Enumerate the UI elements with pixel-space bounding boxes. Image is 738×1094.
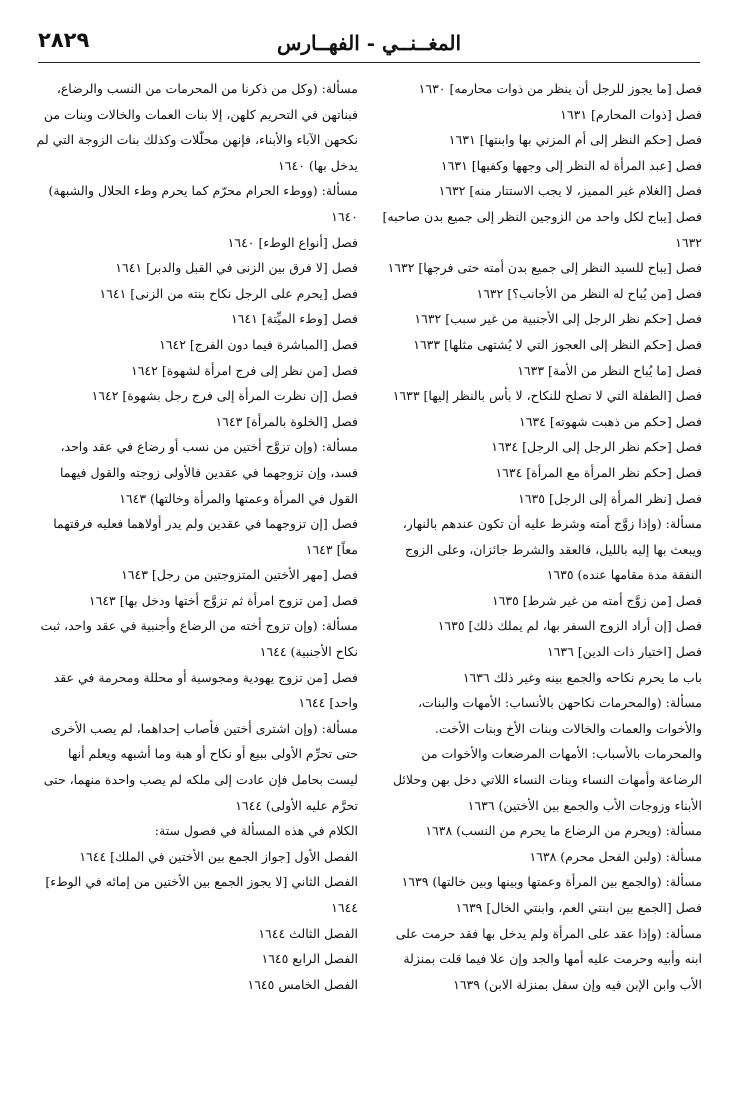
index-entry: مسألة: (ولبن الفحل محرم) ١٦٣٨ <box>529 848 702 864</box>
index-entry: فصل [إن أراد الزوج السفر بها، لم يملك ذلك] ١٦٣٥ <box>437 618 702 634</box>
index-entry: فصل [الغلام غير المميز، لا يجب الاستتار منه] ١٦٣٢ <box>438 183 702 199</box>
index-entry: الفصل الأول [جواز الجمع بين الأختين في الملك] ١٦٤٤ <box>79 848 358 864</box>
index-entry: فصل [إن نظرت المرأة إلى فرج رجل بشهوة] ١٦٤٢ <box>91 388 358 404</box>
index-entry: فصل [نظر المرأة إلى الرجل] ١٦٣٥ <box>518 490 702 506</box>
index-entry: فصل [من نظر إلى فرج امرأة لشهوة] ١٦٤٢ <box>130 362 358 378</box>
page-header <box>38 26 700 60</box>
index-entry: مسألة: (وإن تزوج أخته من الرضاع وأجنبية في عقد واحد، ثبت نكاح الأجنبية) ١٦٤٤ <box>40 618 358 660</box>
index-entry: فصل [إن تزوجهما في عقدين ولم يدر أولاهما فعليه فرقتهما معاً] ١٦٤٣ <box>53 516 358 557</box>
index-entry: فصل [وطء الميِّتة] ١٦٤١ <box>230 311 358 327</box>
index-entry: الفصل الثالث ١٦٤٤ <box>258 925 358 941</box>
index-entry: فصل [يحرم على الرجل نكاح بنته من الزنى] ١٦٤١ <box>99 285 358 301</box>
index-column-left <box>36 76 358 997</box>
index-entry: فصل [مهر الأختين المتزوجتين من رجل] ١٦٤٣ <box>121 567 358 583</box>
index-entry: مسألة: (وإن اشترى أختين فأصاب إحداهما، لم يصب الأخرى حتى تحرِّم الأولى ببيع أو نكاح أو هبة وما أشبهه ويعلم أنها ليست بحامل فإن عادت إلى ملكه لم يصب واحدة منهما، حتى تحرَّم عليه الأولى) ١٦٤٤ <box>43 720 358 813</box>
index-entry: فصل [الجمع بين ابنتي العم، وابنتي الخال] ١٦٣٩ <box>455 900 702 915</box>
index-entry: فصل [من زوَّج أمته من غير شرط] ١٦٣٥ <box>491 592 702 608</box>
index-entry: الفصل الخامس ١٦٤٥ <box>247 976 358 992</box>
index-entry: فصل [لا فرق بين الزنى في القبل والدبر] ١٦٤١ <box>115 260 358 276</box>
index-entry: الكلام في هذه المسألة في فصول ستة: <box>154 823 358 839</box>
index-entry: فصل [حكم النظر إلى أم المزني بها وابنتها] ١٦٣١ <box>448 132 702 148</box>
index-entry: باب ما يحرم نكاحه والجمع بينه وغير ذلك ١٦٣٦ <box>462 669 702 685</box>
index-entry: فصل [المباشرة فيما دون الفرج] ١٦٤٢ <box>159 336 358 352</box>
index-entry: مسألة: (والمحرمات نكاحهن بالأنساب: الأمهات والبنات، والأخوات والعمات والخالات وبنات الأخ وبنات الأخت. والمحرمات بالأسباب: الأمهات المرضعات والأخوات من الرضاعة وأمهات النساء وبنات النساء اللاتي دخل بهن وحلائل الأبناء وزوجات الأب والجمع بين الأختين) ١٦٣٦ <box>392 695 702 813</box>
index-entry: الفصل الثاني [لا يجوز الجمع بين الأختين من إمائه في الوطء] ١٦٤٤ <box>45 874 358 915</box>
index-entry: فصل [ما يُباح النظر من الأمة] ١٦٣٣ <box>517 362 702 378</box>
index-entry: فصل [حكم نظر المرأة مع المرأة] ١٦٣٤ <box>495 464 702 480</box>
index-entry: فصل [حكم نظر الرجل إلى الأجنبية من غير سبب] ١٦٣٢ <box>414 311 702 327</box>
index-entry: فصل [من تزوج امرأة ثم تزوَّج أختها ودخل بها] ١٦٤٣ <box>88 592 358 608</box>
index-entry: مسألة: (ويحرم من الرضاع ما يحرم من النسب) ١٦٣٨ <box>425 823 702 839</box>
index-entry: مسألة: (ووطء الحرام محرّم كما يحرم وطء الحلال والشبهة) ١٦٤٠ <box>48 183 358 224</box>
index-entry: مسألة: (والجمع بين المرأة وعمتها وبينها وبين خالتها) ١٦٣٩ <box>401 874 702 890</box>
index-entry: الفصل الرابع ١٦٤٥ <box>261 951 358 967</box>
index-entry: فصل [حكم النظر إلى العجوز التي لا يُشتهى مثلها] ١٦٣٣ <box>413 336 702 352</box>
index-entry: فصل [يباح للسيد النظر إلى جميع بدن أمته حتى فرجها] ١٦٣٢ <box>387 260 702 276</box>
header-rule <box>38 62 700 63</box>
index-entry: فصل [من تزوج يهودية ومجوسية أو محللة ومحرمة في عقد واحد] ١٦٤٤ <box>53 669 358 711</box>
index-entry: فصل [أنواع الوطء] ١٦٤٠ <box>227 234 358 250</box>
index-entry: مسألة: (وإذا عقد على المرأة ولم يدخل بها فقد حرمت على ابنه وأبيه وحرمت عليه أمها والجد وإن علا فيما قلت بمنزلة الأب وابن الإبن فيه وإن سفل بمنزلة الابن) ١٦٣٩ <box>395 925 702 992</box>
index-entry: فصل [حكم من ذهبت شهوته] ١٦٣٤ <box>519 413 702 429</box>
page-number: ٢٨٢٩ <box>38 28 90 52</box>
index-entry: مسألة: (وإذا زوَّج أمته وشرط عليه أن تكون عندهم بالنهار، ويبعث بها إليه بالليل، فالعقد والشرط جائزان، وعلى الزوج النفقة مدة مقامها عنده) ١٦٣٥ <box>402 516 702 583</box>
index-entry: فصل [يباح لكل واحد من الزوجين النظر إلى جميع بدن صاحبه] ١٦٣٢ <box>382 208 702 250</box>
index-entry: فصل [ما يجوز للرجل أن ينظر من ذوات محارمه] ١٦٣٠ <box>418 81 702 96</box>
index-entry: فصل [الطفلة التي لا تصلح للنكاح، لا بأس بالنظر إليها] ١٦٣٣ <box>392 388 702 404</box>
index-entry: فصل [ذوات المحارم] ١٦٣١ <box>560 106 702 122</box>
index-entry: فصل [حكم نظر الرجل إلى الرجل] ١٦٣٤ <box>491 439 702 455</box>
index-entry: فصل [اختيار ذات الدين] ١٦٣٦ <box>546 644 702 660</box>
index-entry: مسألة: (وكل من ذكرنا من المحرمات من النسب والرضاع، فبناتهن في التحريم كلهن، إلا بنات العمات والخالات وبنات من نكحهن الآباء والأبناء، فإنهن محلّلات وكذلك بنات الزوجة التي لم يدخل بها) ١٦٤٠ <box>36 81 358 173</box>
running-title: المغــنــي - الفهــارس <box>276 31 462 55</box>
index-entry: فصل [الخلوة بالمرأة] ١٦٤٣ <box>215 413 358 429</box>
index-entry: فصل [عبد المرأة له النظر إلى وجهها وكفيها] ١٦٣١ <box>440 157 702 173</box>
index-entry: مسألة: (وإن تزوَّج أختين من نسب أو رضاع في عقد واحد، فسد، وإن تزوجهما في عقدين فالأولى زوجته والقول فيهما القول في المرأة وعمتها والمرأة وخالتها) ١٦٤٣ <box>59 439 358 506</box>
index-column-right <box>380 76 702 997</box>
index-entry: فصل [من يُباح له النظر من الأجانب؟] ١٦٣٢ <box>476 285 702 301</box>
